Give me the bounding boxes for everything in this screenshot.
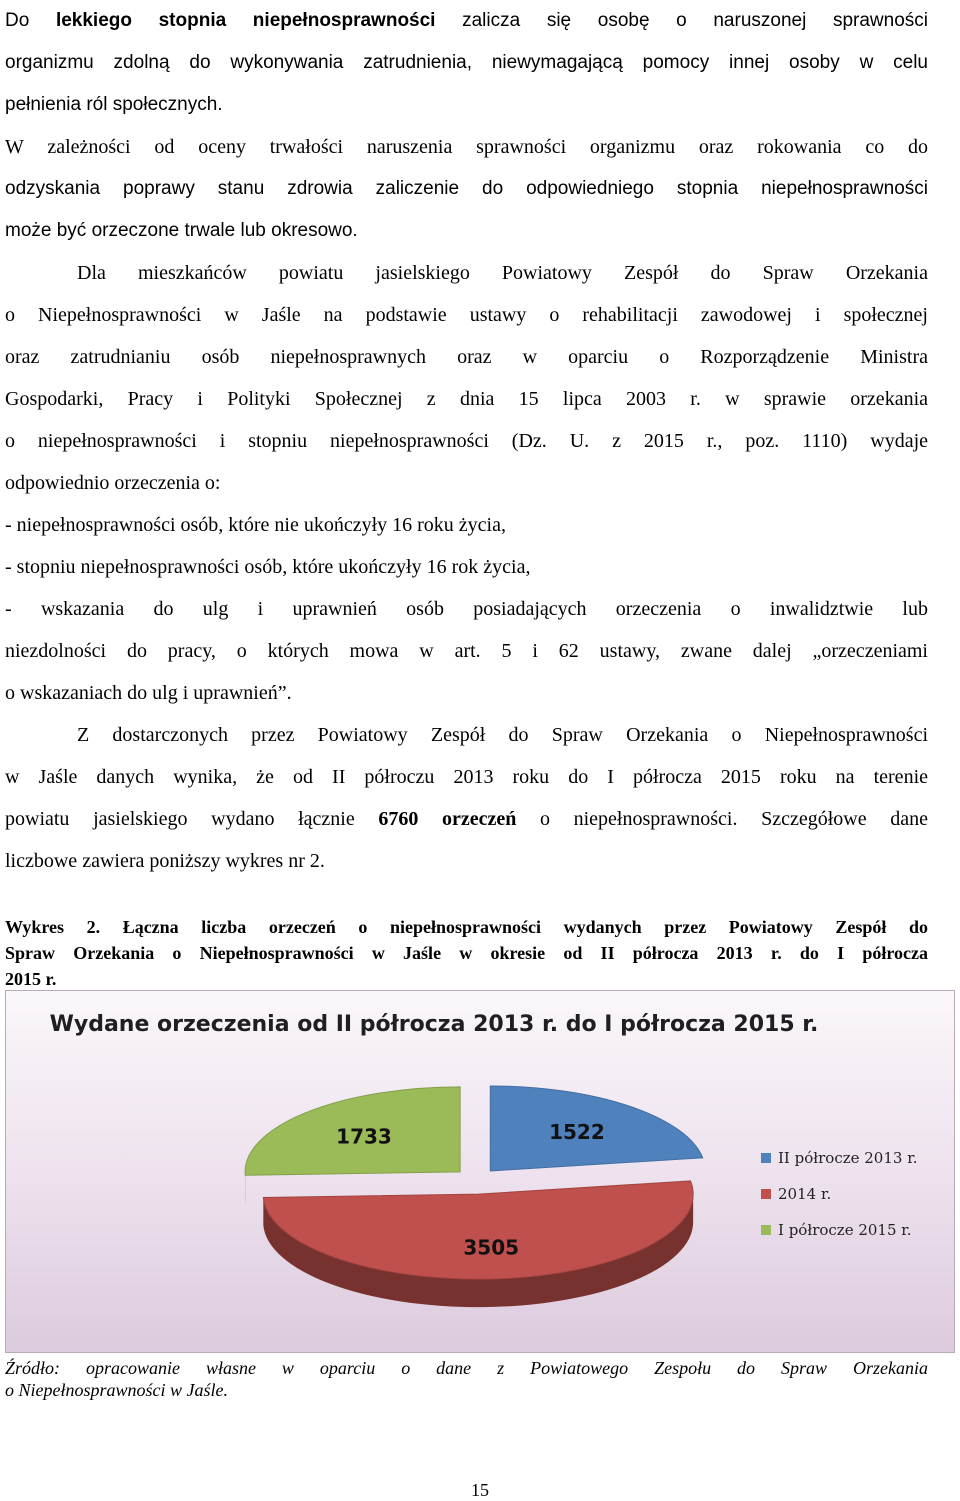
paragraph-line: może być orzeczone trwale lub okresowo.: [5, 210, 928, 252]
chart-legend: [761, 1149, 918, 1239]
pie-chart: [5, 990, 955, 1353]
legend-label: 2014 r.: [778, 1185, 831, 1203]
text: powiatu jasielskiego wydano łącznie: [5, 808, 378, 830]
paragraph-line: Dla mieszkańców powiatu jasielskiego Powiatowy Zespół do Spraw Orzekania: [5, 252, 928, 294]
list-item: - niepełnosprawności osób, które nie ukończyły 16 roku życia,: [5, 504, 928, 546]
caption-line: Wykres 2. Łączna liczba orzeczeń o niepełnosprawności wydanych przez Powiatowy Zespół do: [5, 914, 928, 940]
paragraph-line: W zależności od oceny trwałości naruszenia sprawności organizmu oraz rokowania co do: [5, 126, 928, 168]
source-line: o Niepełnosprawności w Jaśle.: [5, 1379, 928, 1401]
list-item: o wskazaniach do ulg i uprawnień”.: [5, 672, 928, 714]
text: zalicza się osobę o naruszonej sprawności: [435, 10, 928, 31]
pie-chart-svg: [6, 991, 954, 1352]
legend-swatch: [761, 1153, 771, 1163]
list-item: - stopniu niepełnosprawności osób, które ukończyły 16 rok życia,: [5, 546, 928, 588]
pie-slices: [245, 1086, 703, 1307]
list-item: niezdolności do pracy, o których mowa w art. 5 i 62 ustawy, zwane dalej „orzeczeniami: [5, 630, 928, 672]
paragraph-line: o niepełnosprawności i stopniu niepełnosprawności (Dz. U. z 2015 r., poz. 1110) wydaje: [5, 420, 928, 462]
legend-swatch: [761, 1189, 771, 1199]
paragraph-line: [5, 798, 928, 840]
paragraph-line: odpowiednio orzeczenia o:: [5, 462, 928, 504]
paragraph-line: o Niepełnosprawności w Jaśle na podstawie ustawy o rehabilitacji zawodowej i społecznej: [5, 294, 928, 336]
paragraph-line: liczbowe zawiera poniższy wykres nr 2.: [5, 840, 928, 882]
pie-data-label: 1522: [549, 1120, 605, 1144]
document-body: [5, 0, 928, 882]
paragraph-line: pełnienia ról społecznych.: [5, 84, 928, 126]
source-line: Źródło: opracowanie własne w oparciu o dane z Powiatowego Zespołu do Spraw Orzekania: [5, 1357, 928, 1379]
paragraph-line: oraz zatrudnianiu osób niepełnosprawnych oraz w oparciu o Rozporządzenie Ministra: [5, 336, 928, 378]
pie-data-label: 3505: [463, 1236, 519, 1260]
chart-title: Wydane orzeczenia od II półrocza 2013 r. do I półrocza 2015 r.: [50, 1012, 819, 1037]
text: Do: [5, 10, 56, 31]
paragraph-line: Z dostarczonych przez Powiatowy Zespół do Spraw Orzekania o Niepełnosprawności: [5, 714, 928, 756]
text: o niepełnosprawności. Szczegółowe dane: [516, 808, 928, 830]
bold-term: lekkiego stopnia niepełnosprawności: [56, 10, 436, 31]
paragraph-line: organizmu zdolną do wykonywania zatrudnienia, niewymagającą pomocy innej osoby w celu: [5, 42, 928, 84]
paragraph-line: w Jaśle danych wynika, że od II półroczu 2013 roku do I półrocza 2015 roku na terenie: [5, 756, 928, 798]
legend-label: I półrocze 2015 r.: [778, 1221, 912, 1239]
list-item: - wskazania do ulg i uprawnień osób posiadających orzeczenia o inwalidztwie lub: [5, 588, 928, 630]
bold-count: 6760 orzeczeń: [378, 808, 516, 830]
paragraph-line: [5, 0, 928, 42]
caption-line: 2015 r.: [5, 966, 928, 992]
source-note: [5, 1357, 928, 1401]
caption-line: Spraw Orzekania o Niepełnosprawności w Jaśle w okresie od II półrocza 2013 r. do I półrocza: [5, 940, 928, 966]
legend-swatch: [761, 1225, 771, 1235]
page-number: 15: [0, 1480, 960, 1501]
legend-label: II półrocze 2013 r.: [778, 1149, 918, 1167]
figure-caption: [5, 914, 928, 992]
pie-data-label: 1733: [336, 1124, 392, 1148]
paragraph-line: Gospodarki, Pracy i Polityki Społecznej z dnia 15 lipca 2003 r. w sprawie orzekania: [5, 378, 928, 420]
paragraph-line: odzyskania poprawy stanu zdrowia zaliczenie do odpowiedniego stopnia niepełnosprawności: [5, 168, 928, 210]
